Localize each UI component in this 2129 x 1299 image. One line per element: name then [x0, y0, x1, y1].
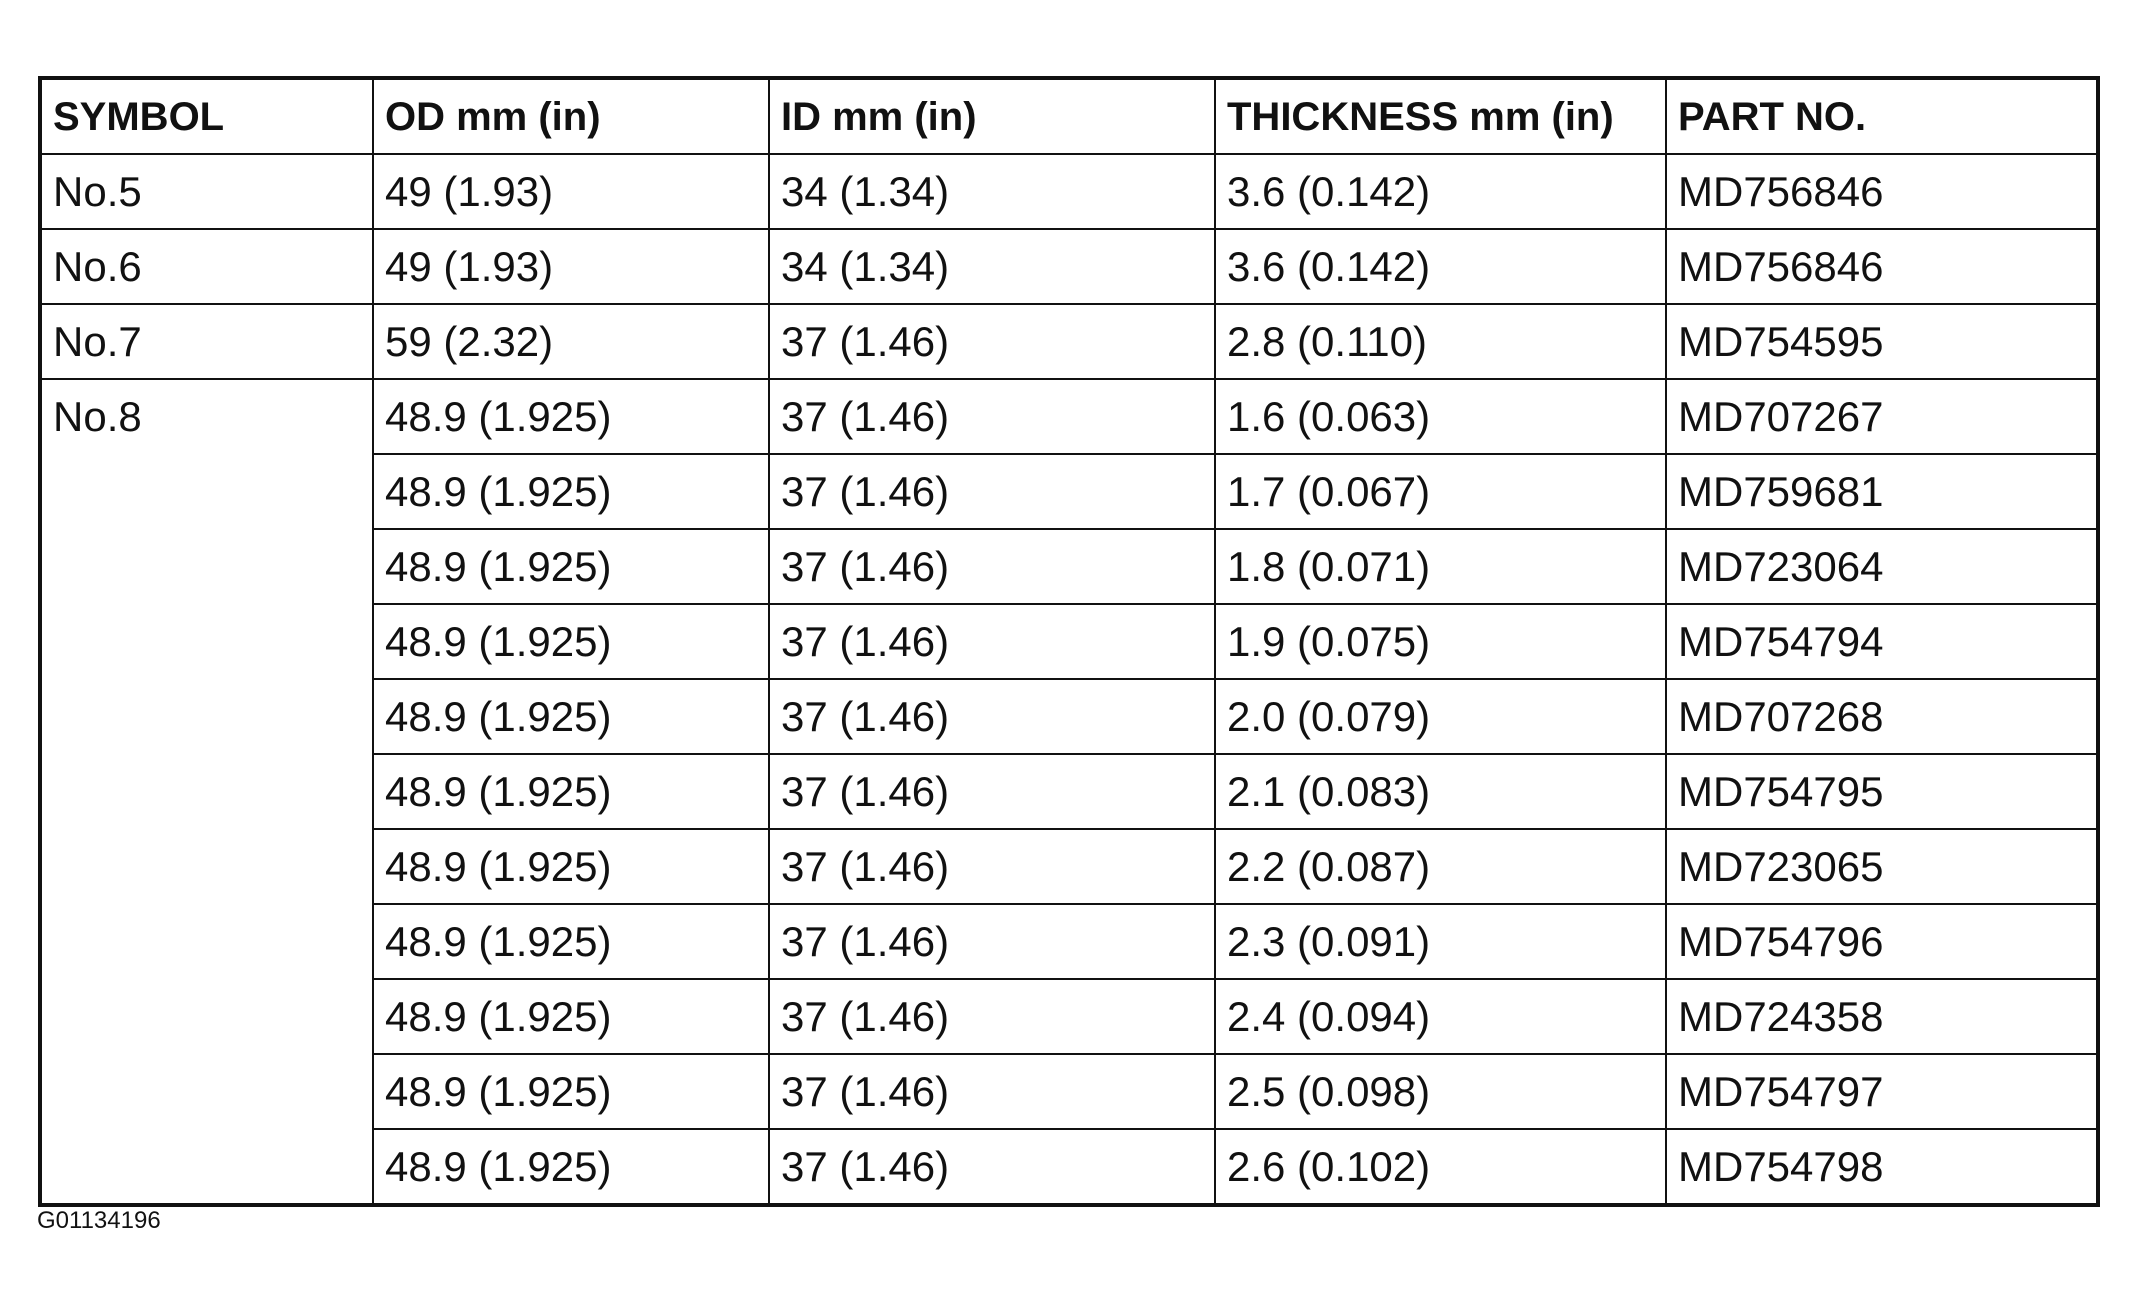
- id-cell: 37 (1.46): [769, 529, 1215, 604]
- id-cell: 37 (1.46): [769, 904, 1215, 979]
- od-cell: 48.9 (1.925): [373, 979, 769, 1054]
- part-no-cell: MD754795: [1666, 754, 2098, 829]
- figure-id: G01134196: [37, 1207, 161, 1234]
- part-no-cell: MD754797: [1666, 1054, 2098, 1129]
- symbol-cell: No.6: [40, 229, 373, 304]
- thickness-cell: 1.9 (0.075): [1215, 604, 1666, 679]
- id-cell: 34 (1.34): [769, 229, 1215, 304]
- thickness-cell: 3.6 (0.142): [1215, 229, 1666, 304]
- header-part-no: PART NO.: [1666, 78, 2098, 154]
- thickness-cell: 1.8 (0.071): [1215, 529, 1666, 604]
- thickness-cell: 2.8 (0.110): [1215, 304, 1666, 379]
- od-cell: 49 (1.93): [373, 229, 769, 304]
- thickness-cell: 2.1 (0.083): [1215, 754, 1666, 829]
- part-no-cell: MD707267: [1666, 379, 2098, 454]
- header-od: OD mm (in): [373, 78, 769, 154]
- id-cell: 37 (1.46): [769, 679, 1215, 754]
- thickness-cell: 2.0 (0.079): [1215, 679, 1666, 754]
- thickness-cell: 2.4 (0.094): [1215, 979, 1666, 1054]
- spacer-spec-table: [38, 76, 2100, 1207]
- part-no-cell: MD756846: [1666, 154, 2098, 229]
- id-cell: 37 (1.46): [769, 1054, 1215, 1129]
- id-cell: 37 (1.46): [769, 379, 1215, 454]
- od-cell: 48.9 (1.925): [373, 379, 769, 454]
- thickness-cell: 2.2 (0.087): [1215, 829, 1666, 904]
- od-cell: 48.9 (1.925): [373, 1129, 769, 1205]
- symbol-cell: No.5: [40, 154, 373, 229]
- part-no-cell: MD707268: [1666, 679, 2098, 754]
- id-cell: 37 (1.46): [769, 979, 1215, 1054]
- header-symbol: SYMBOL: [40, 78, 373, 154]
- thickness-cell: 3.6 (0.142): [1215, 154, 1666, 229]
- thickness-cell: 2.3 (0.091): [1215, 904, 1666, 979]
- id-cell: 37 (1.46): [769, 754, 1215, 829]
- symbol-cell: No.8: [40, 379, 373, 1205]
- part-no-cell: MD756846: [1666, 229, 2098, 304]
- od-cell: 48.9 (1.925): [373, 454, 769, 529]
- table-row: [40, 229, 2098, 304]
- od-cell: 48.9 (1.925): [373, 604, 769, 679]
- header-thickness: THICKNESS mm (in): [1215, 78, 1666, 154]
- od-cell: 49 (1.93): [373, 154, 769, 229]
- id-cell: 37 (1.46): [769, 1129, 1215, 1205]
- id-cell: 34 (1.34): [769, 154, 1215, 229]
- thickness-cell: 2.5 (0.098): [1215, 1054, 1666, 1129]
- part-no-cell: MD754794: [1666, 604, 2098, 679]
- od-cell: 48.9 (1.925): [373, 829, 769, 904]
- part-no-cell: MD754798: [1666, 1129, 2098, 1205]
- od-cell: 59 (2.32): [373, 304, 769, 379]
- part-no-cell: MD754796: [1666, 904, 2098, 979]
- od-cell: 48.9 (1.925): [373, 754, 769, 829]
- thickness-cell: 1.7 (0.067): [1215, 454, 1666, 529]
- thickness-cell: 2.6 (0.102): [1215, 1129, 1666, 1205]
- od-cell: 48.9 (1.925): [373, 1054, 769, 1129]
- id-cell: 37 (1.46): [769, 604, 1215, 679]
- table-header-row: [40, 78, 2098, 154]
- part-no-cell: MD754595: [1666, 304, 2098, 379]
- part-no-cell: MD724358: [1666, 979, 2098, 1054]
- part-no-cell: MD723065: [1666, 829, 2098, 904]
- id-cell: 37 (1.46): [769, 829, 1215, 904]
- table-row: [40, 154, 2098, 229]
- od-cell: 48.9 (1.925): [373, 679, 769, 754]
- header-id: ID mm (in): [769, 78, 1215, 154]
- table-row: [40, 379, 2098, 454]
- symbol-cell: No.7: [40, 304, 373, 379]
- od-cell: 48.9 (1.925): [373, 904, 769, 979]
- od-cell: 48.9 (1.925): [373, 529, 769, 604]
- thickness-cell: 1.6 (0.063): [1215, 379, 1666, 454]
- id-cell: 37 (1.46): [769, 454, 1215, 529]
- id-cell: 37 (1.46): [769, 304, 1215, 379]
- part-no-cell: MD723064: [1666, 529, 2098, 604]
- table-row: [40, 304, 2098, 379]
- part-no-cell: MD759681: [1666, 454, 2098, 529]
